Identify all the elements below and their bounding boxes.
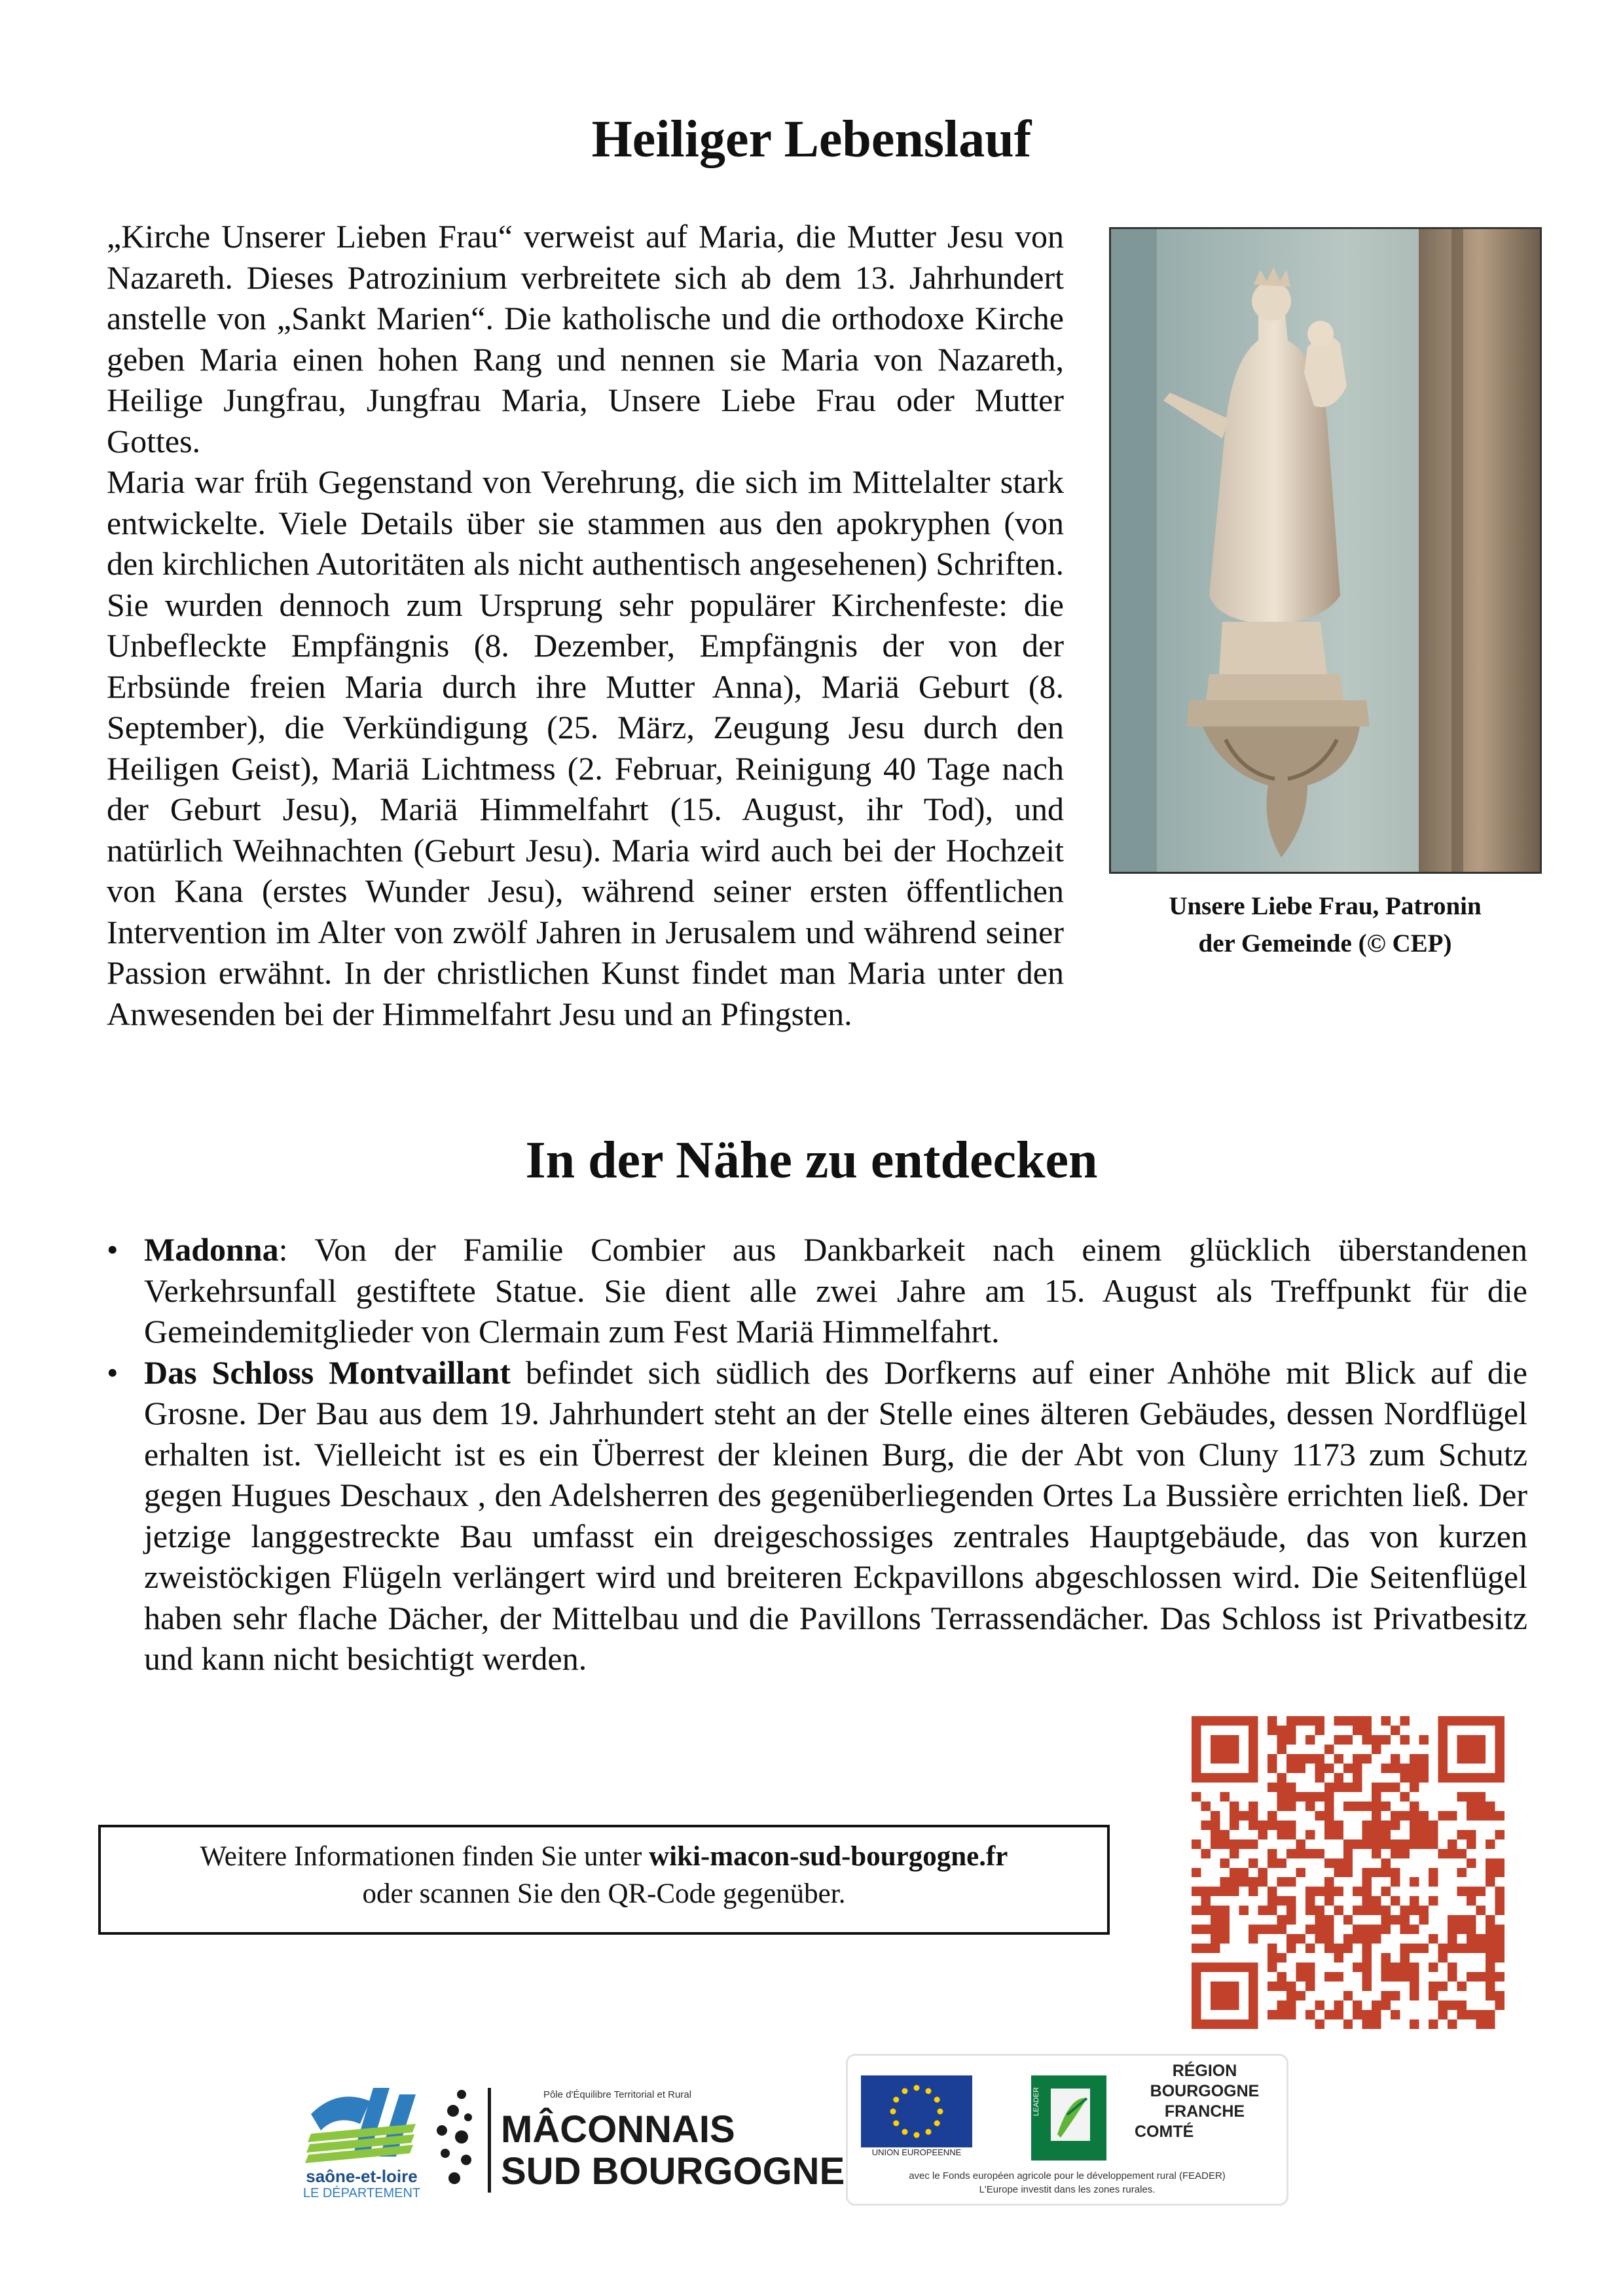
leader-logo-icon — [1031, 2075, 1106, 2161]
region-line-1: RÉGION — [1172, 2062, 1237, 2080]
eu-union-label: UNION EUROPEENNE — [871, 2147, 962, 2157]
eu-star-icon — [890, 2109, 896, 2115]
eu-star-icon — [934, 2097, 940, 2103]
item-name: Madonna — [144, 1231, 279, 1268]
section-title-lebenslauf: Heiliger Lebenslauf — [591, 111, 1032, 168]
msb-line-2: SUD BOURGOGNE — [501, 2150, 845, 2193]
intro-paragraph-1: „Kirche Unserer Lieben Frau“ verweist auf Maria, die Mutter Jesu von Nazareth. Dieses Patrozinium verbreitete sich ab dem 13. Jahrhundert anstelle von „Sankt Marien“. Die katholische und die orthodoxe Kirche geben Maria einen hohen Rang und nennen sie Maria von Nazareth, Heilige Jungfrau, Jungfrau Maria, Unsere Liebe Frau oder Mutter Gottes. — [107, 218, 1064, 459]
eu-star-icon — [893, 2097, 899, 2103]
saone-et-loire-logo — [298, 2075, 426, 2202]
eu-footer-2: L'Europe investit dans les zones rurales. — [979, 2184, 1156, 2195]
list-item-schloss — [107, 1352, 1527, 1679]
region-line-4: COMTÉ — [1135, 2123, 1194, 2141]
eu-star-icon — [926, 2088, 932, 2094]
item-name: Das Schloss Montvaillant — [144, 1354, 511, 1391]
info-url[interactable]: wiki-macon-sud-bourgogne.fr — [649, 1841, 1008, 1872]
section-title-naehe: In der Nähe zu entdecken — [525, 1132, 1098, 1189]
photo-caption-line-1: Unsere Liebe Frau, Patronin — [1169, 892, 1482, 920]
eu-star-icon — [914, 2132, 920, 2138]
info-box — [98, 1825, 1110, 1935]
eu-star-icon — [926, 2129, 932, 2135]
bullet-icon: • — [107, 1231, 119, 1268]
eu-footer-1: avec le Fonds européen agricole pour le développement rural (FEADER) — [909, 2170, 1226, 2181]
list-item-madonna — [107, 1229, 1527, 1352]
maconnais-sud-bourgogne-logo — [426, 2081, 845, 2196]
region-line-2: BOURGOGNE — [1150, 2082, 1260, 2100]
info-prefix: Weitere Informationen finden Sie unter — [200, 1841, 649, 1872]
eu-funding-logo-block — [846, 2054, 1288, 2206]
region-logo — [1129, 2061, 1280, 2142]
qr-code[interactable] — [1192, 1716, 1504, 2029]
eu-star-icon — [914, 2085, 920, 2091]
info-line-2: oder scannen Sie den QR-Code gegenüber. — [362, 1878, 846, 1909]
statue-photo — [1109, 227, 1542, 874]
eu-star-icon — [893, 2121, 899, 2126]
msb-small-text: Pôle d'Équilibre Territorial et Rural — [543, 2089, 692, 2100]
eu-flag-icon — [861, 2075, 972, 2147]
eu-star-icon — [934, 2121, 940, 2126]
eu-star-icon — [902, 2088, 908, 2094]
intro-paragraph-2: Maria war früh Gegenstand von Verehrung, die sich im Mittelalter stark entwickelte. Viele Details über sie stammen aus den apokryphen (von den kirchlichen Autoritäten als nicht authentisch angesehenen) Schriften. Sie wurden dennoch zum Ursprung sehr populärer Kirchenfeste: die Unbefleckte Empfängnis (8. Dezember, Empfängnis der von der Erbsünde freien Maria durch ihre Mutter Anna), Mariä Geburt (8. September), die Verkündigung (25. März, Zeugung Jesu durch den Heiligen Geist), Mariä Lichtmess (2. Februar, Reinigung 40 Tage nach der Geburt Jesu), Mariä Himmelfahrt (15. August, ihr Tod), und natürlich Weihnachten (Geburt Jesu). Maria wird auch bei der Hochzeit von Kana (erstes Wunder Jesu), während seiner ersten öffentlichen Intervention im Alter von zwölf Jahren in Jerusalem und während seiner Passion erwähnt. In der christlichen Kunst findet man Maria unter den Anwesenden bei der Himmelfahrt Jesu und an Pfingsten. — [107, 463, 1064, 1032]
bullet-icon: • — [107, 1354, 119, 1391]
photo-caption — [1109, 888, 1541, 962]
item-text: : Von der Familie Combier aus Dankbarkeit nach einem glücklich überstandenen Verkehrsunfall gestiftete Statue. Sie dient alle zwei Jahre am 15. August als Treffpunkt für die Gemeindemitglieder von Clermain zum Fest Mariä Himmelfahrt. — [144, 1231, 1527, 1350]
nearby-list — [107, 1229, 1527, 1679]
saone-line-2: LE DÉPARTEMENT — [302, 2186, 421, 2200]
msb-line-1: MÂCONNAIS — [501, 2108, 735, 2151]
intro-text — [107, 216, 1064, 1034]
eu-star-icon — [938, 2109, 943, 2115]
leader-label: LEADER — [1032, 2087, 1040, 2116]
region-line-3: FRANCHE — [1164, 2102, 1245, 2121]
photo-caption-line-2: der Gemeinde (© CEP) — [1198, 929, 1452, 958]
eu-star-icon — [902, 2129, 908, 2135]
item-text: befindet sich südlich des Dorfkerns auf einer Anhöhe mit Blick auf die Grosne. Der Bau aus dem 19. Jahrhundert steht an der Stelle eines älteren Gebäudes, dessen Nordflügel erhalten ist. Vielleicht ist es ein Überrest der kleinen Burg, die der Abt von Cluny 1173 zum Schutz gegen Hugues Deschaux , den Adelsherren des gegenüberliegenden Ortes La Bussière errichten ließ. Der jetzige langgestreckte Bau umfasst ein dreigeschossiges zentrales Hauptgebäude, das von kurzen zweistöckigen Flügeln verlängert wird und breiteren Eckpavillons abgeschlossen wird. Die Seitenflügel haben sehr flache Dächer, der Mittelbau und die Pavillons Terrassendächer. Das Schloss ist Privatbesitz und kann nicht besichtigt werden. — [144, 1354, 1527, 1677]
saone-line-1: saône-et-loire — [306, 2166, 418, 2186]
